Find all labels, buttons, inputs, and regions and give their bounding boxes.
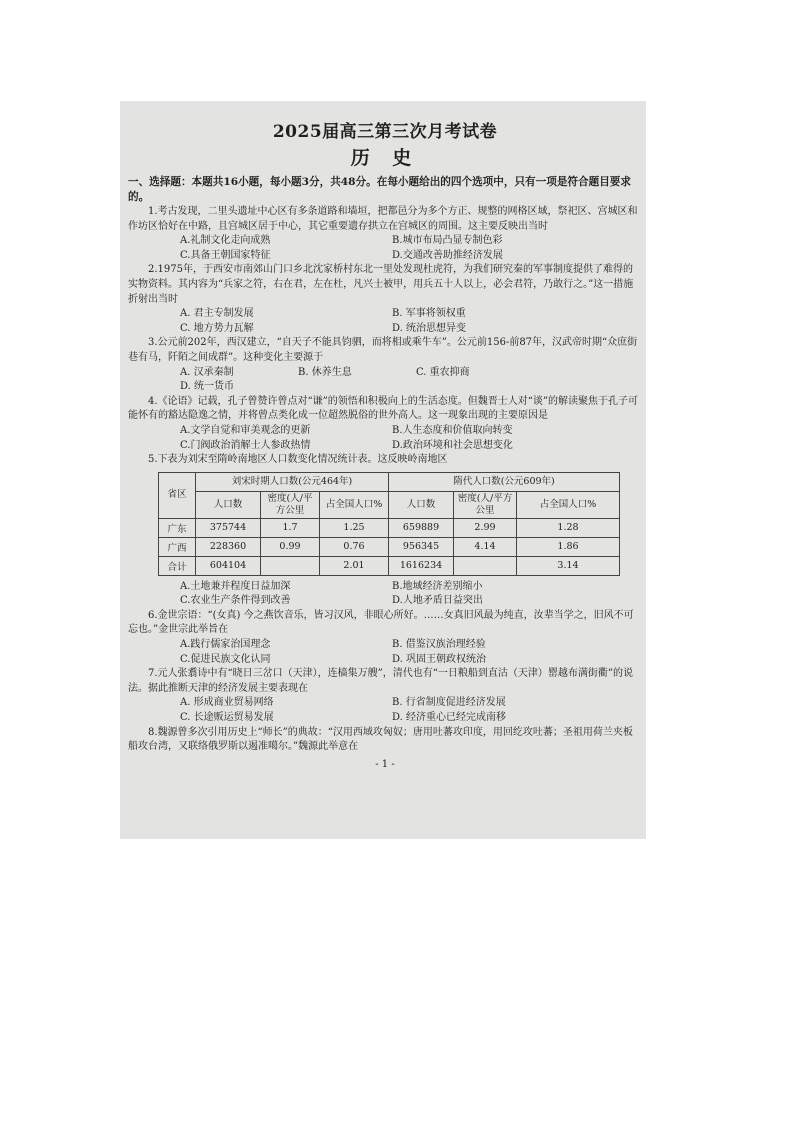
option-d: D.政治环境和社会思想变化 bbox=[392, 439, 513, 451]
question-4-stem: 4.《论语》记载，孔子曾赞许曾点对“谦”的领悟和积极向上的生活态度。但魏晋士人对“谈”的解读聚焦于孔子可能怀有的豁达隐逸之情，并将曾点类化成一位超然脱俗的世外高人。这一现象出现的主要原因是 bbox=[128, 395, 638, 422]
question-1-options bbox=[128, 234, 642, 263]
table-cell: 4.14 bbox=[454, 537, 517, 556]
table-subheader: 密度(人/平方公里 bbox=[261, 491, 320, 518]
table-cell: 广东 bbox=[159, 518, 196, 537]
question-7-stem: 7.元人张翥诗中有“晓日三岔口（天津），连樯集万艘”，清代也有“一日粮船到直沽（天津）罂越布满街衢”的说法。据此推断天津的经济发展主要表现在 bbox=[128, 668, 633, 694]
option-a: A. 汉承秦制 bbox=[180, 366, 234, 378]
option-d: D. 经济重心已经完成南移 bbox=[392, 712, 507, 724]
table-cell: 1.7 bbox=[261, 518, 320, 537]
table-subheader: 密度(人/平方公里 bbox=[454, 491, 517, 518]
option-c: C. 重农抑商 bbox=[416, 366, 470, 378]
table-row bbox=[159, 556, 620, 575]
table-cell: 228360 bbox=[196, 537, 261, 556]
page-number: - 1 - bbox=[375, 758, 395, 770]
table-cell: 659889 bbox=[389, 518, 454, 537]
table-subheader: 占全国人口% bbox=[320, 491, 389, 518]
table-cell: 1.86 bbox=[517, 537, 620, 556]
option-c: C. 长途贩运贸易发展 bbox=[180, 712, 274, 724]
option-c: C.门阀政治消解士人参政热情 bbox=[180, 439, 311, 451]
question-5-stem: 5.下表为刘宋至隋岭南地区人口数变化情况统计表。这反映岭南地区 bbox=[148, 454, 448, 466]
option-a: A. 形成商业贸易网络 bbox=[180, 697, 274, 709]
question-3-stem: 3.公元前202年，西汉建立，“自天子不能具钧驷，而将相或乘牛车”。公元前156-前87年，汉武帝时期“众庶街巷有马，阡陌之间成群”。这种变化主要源于 bbox=[128, 337, 638, 363]
option-b: B. 借鉴汉族治理经验 bbox=[392, 639, 486, 651]
table-cell bbox=[454, 556, 517, 575]
table-header-group-1: 刘宋时期人口数(公元464年) bbox=[196, 472, 389, 491]
table-cell: 1.28 bbox=[517, 518, 620, 537]
question-6-stem: 6.金世宗语：“(女真) 今之燕饮音乐，皆习汉风，非眼心所好。……女真旧风最为纯直，汝辈当学之，旧风不可忘也。”金世宗此举旨在 bbox=[128, 609, 634, 636]
question-8-stem: 8.魏源曾多次引用历史上“师长”的典故：“汉用西域攻匈奴；唐用吐蕃攻印度，用回纥攻吐蕃；圣祖用荷兰夹板船攻台湾，又联络俄罗斯以遏准噶尔。”魏源此举意在 bbox=[128, 726, 633, 753]
question-2-options bbox=[128, 307, 642, 336]
table-header-group-2: 隋代人口数(公元609年) bbox=[389, 472, 620, 491]
table-subheader: 人口数 bbox=[389, 491, 454, 518]
question-1-stem: 1.考古发现，二里头遗址中心区有多条道路和墙垣，把都邑分为多个方正、规整的网格区域，祭祀区、宫城区和作坊区恰好在中路，且宫城区居于中心，其它重要遗存拱立在宫城区的周围。这主要反映出当时 bbox=[128, 206, 638, 232]
table-cell: 广西 bbox=[159, 537, 196, 556]
table-subheader: 占全国人口% bbox=[517, 491, 620, 518]
option-c: C.农业生产条件得到改善 bbox=[180, 595, 291, 607]
exam-title: 2025届高三第三次月考试卷 bbox=[272, 122, 498, 142]
option-d: D.交通改善助推经济发展 bbox=[392, 249, 503, 261]
question-6-options bbox=[128, 638, 642, 667]
option-a: A.礼制文化走向成熟 bbox=[180, 235, 271, 247]
option-b: B.人生态度和价值取向转变 bbox=[392, 424, 513, 436]
question-7-options bbox=[128, 696, 642, 725]
option-b: B.城市布局凸显专制色彩 bbox=[392, 235, 503, 247]
table-row bbox=[159, 518, 620, 537]
option-d: D.人地矛盾日益突出 bbox=[392, 595, 483, 607]
question-5-options bbox=[128, 580, 642, 609]
option-d: D. 巩固王朝政权统治 bbox=[392, 653, 487, 665]
exam-page bbox=[120, 101, 646, 839]
table-cell: 1616234 bbox=[389, 556, 454, 575]
population-table bbox=[158, 472, 620, 576]
question-3-options bbox=[128, 366, 642, 395]
table-cell bbox=[261, 556, 320, 575]
table-cell: 0.99 bbox=[261, 537, 320, 556]
table-cell: 2.99 bbox=[454, 518, 517, 537]
option-d: D. 统一货币 bbox=[180, 381, 235, 393]
question-2-stem: 2.1975年，于西安市南郊山门口乡北沈家桥村东北一里处发现杜虎符，为我们研究秦的军事制度提供了难得的实物资料。其内容为“兵家之符，右在君，左在杜，凡兴士被甲，用兵五十人以上，必会君符，乃敢行之。”这一措施折射出当时 bbox=[128, 264, 634, 305]
option-b: B. 行省制度促进经济发展 bbox=[392, 697, 506, 709]
table-cell: 0.76 bbox=[320, 537, 389, 556]
table-header-region: 省区 bbox=[159, 472, 196, 518]
option-a: A.文学自觉和审美观念的更新 bbox=[180, 424, 311, 436]
exam-subject: 历 史 bbox=[350, 147, 420, 169]
option-b: B. 军事将领权重 bbox=[392, 308, 466, 320]
table-cell: 3.14 bbox=[517, 556, 620, 575]
table-row bbox=[159, 537, 620, 556]
option-c: C. 地方势力瓦解 bbox=[180, 322, 254, 334]
option-d: D. 统治思想异变 bbox=[392, 322, 467, 334]
question-4-options bbox=[128, 424, 642, 453]
option-b: B. 休养生息 bbox=[298, 366, 352, 378]
option-c: C.具备王朝国家特征 bbox=[180, 249, 271, 261]
section-heading: 一、选择题：本题共16小题，每小题3分，共48分。在每小题给出的四个选项中，只有一项是符合题目要求的。 bbox=[128, 176, 631, 203]
option-c: C.促进民族文化认同 bbox=[180, 653, 271, 665]
option-a: A.践行儒家治国理念 bbox=[180, 639, 271, 651]
table-cell: 2.01 bbox=[320, 556, 389, 575]
table-cell: 合计 bbox=[159, 556, 196, 575]
table-subheader: 人口数 bbox=[196, 491, 261, 518]
option-b: B.地域经济差别缩小 bbox=[392, 580, 483, 592]
table-cell: 604104 bbox=[196, 556, 261, 575]
table-cell: 375744 bbox=[196, 518, 261, 537]
option-a: A. 君主专制发展 bbox=[180, 308, 254, 320]
table-cell: 1.25 bbox=[320, 518, 389, 537]
table-cell: 956345 bbox=[389, 537, 454, 556]
option-a: A.土地兼并程度日益加深 bbox=[180, 580, 291, 592]
